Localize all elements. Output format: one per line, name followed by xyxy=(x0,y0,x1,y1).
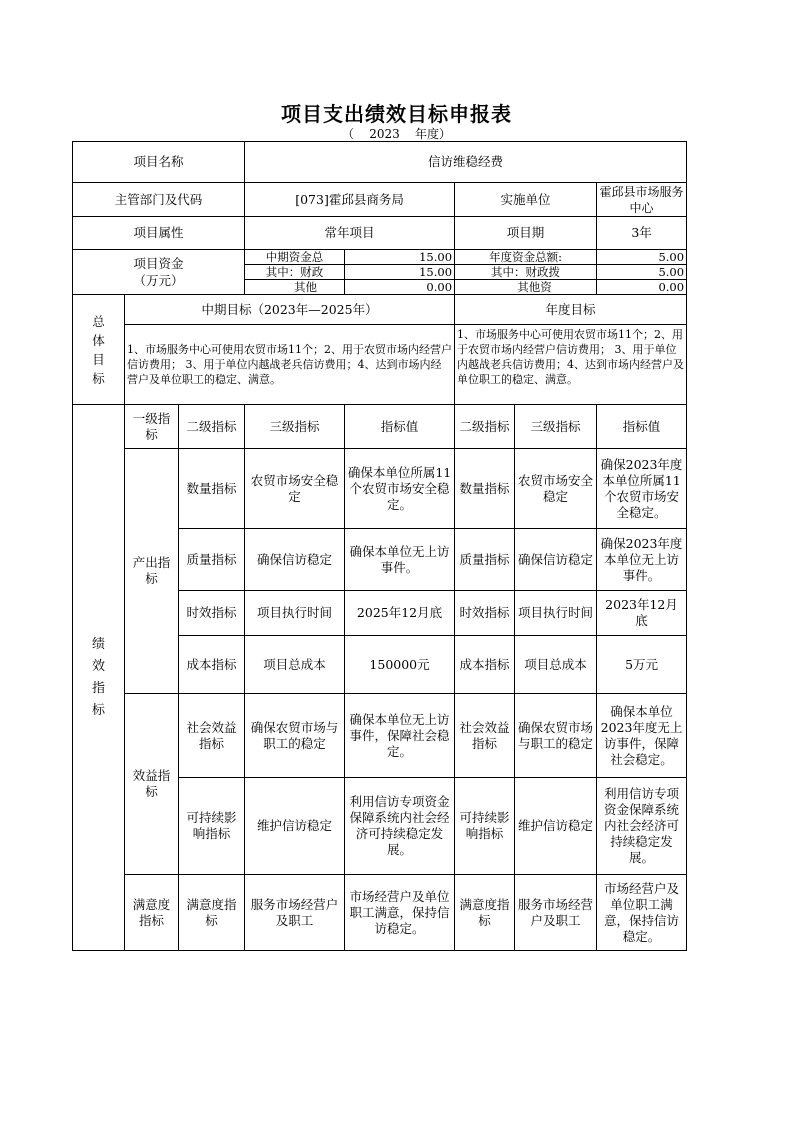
label-perf-indicators: 绩 效 指 标 xyxy=(73,405,125,951)
indicator-l3: 服务市场经营户及职工 xyxy=(245,875,345,951)
table-row xyxy=(73,694,687,778)
indicator-l3: 农贸市场安全稳定 xyxy=(245,449,345,529)
benefit-category: 效益指 标 xyxy=(125,694,179,875)
label-project-name: 项目名称 xyxy=(73,142,245,183)
mid-total-value: 15.00 xyxy=(345,250,455,265)
annual-other-label: 其他资 xyxy=(455,280,597,295)
annual-indicator-value: 5万元 xyxy=(597,636,687,694)
header-annual-value: 指标值 xyxy=(597,405,687,449)
label-funds: 项目资金 （万元） xyxy=(73,250,245,295)
indicator-l2: 时效指标 xyxy=(179,591,245,636)
period-value: 3年 xyxy=(597,217,687,250)
annual-indicator-value: 市场经营户及单位职工满意，保持信访稳定。 xyxy=(597,875,687,951)
label-attr: 项目属性 xyxy=(73,217,245,250)
year-value: 2023 xyxy=(369,127,400,141)
annual-indicator-l3: 服务市场经营户及职工 xyxy=(515,875,597,951)
annual-total-label: 年度资金总额: xyxy=(455,250,597,265)
page-title: 项目支出绩效目标申报表 xyxy=(281,102,512,126)
annual-indicator-value: 利用信访专项资金保障系统内社会经济可持续稳定发展。 xyxy=(597,778,687,875)
table-row xyxy=(73,875,687,951)
annual-indicator-l3: 农贸市场安全稳定 xyxy=(515,449,597,529)
mid-total-label: 中期资金总 xyxy=(245,250,345,265)
mid-fiscal-value: 15.00 xyxy=(345,265,455,280)
annual-indicator-l2: 数量指标 xyxy=(455,449,515,529)
annual-indicator-l2: 时效指标 xyxy=(455,591,515,636)
annual-fiscal-value: 5.00 xyxy=(597,265,687,280)
mid-fiscal-label: 其中：财政 xyxy=(245,265,345,280)
annual-total-value: 5.00 xyxy=(597,250,687,265)
annual-other-value: 0.00 xyxy=(597,280,687,295)
annual-indicator-l2: 质量指标 xyxy=(455,529,515,591)
header-annual-level3: 三级指标 xyxy=(515,405,597,449)
annual-indicator-value: 确保2023年度本单位无上访事件。 xyxy=(597,529,687,591)
attr-value: 常年项目 xyxy=(245,217,455,250)
annual-indicator-value: 2023年12月底 xyxy=(597,591,687,636)
dept-value: [073]霍邱县商务局 xyxy=(245,183,455,217)
satisfaction-category: 满意度 指标 xyxy=(125,875,179,951)
label-impl-unit: 实施单位 xyxy=(455,183,597,217)
indicator-value: 市场经营户及单位职工满意，保持信访稳定。 xyxy=(345,875,455,951)
indicator-l3: 维护信访稳定 xyxy=(245,778,345,875)
annual-fiscal-label: 其中：财政拨 xyxy=(455,265,597,280)
indicator-l2: 可持续影响指标 xyxy=(179,778,245,875)
label-dept: 主管部门及代码 xyxy=(73,183,245,217)
annual-indicator-l2: 成本指标 xyxy=(455,636,515,694)
annual-indicator-l2: 满意度指标 xyxy=(455,875,515,951)
annual-indicator-l3: 项目执行时间 xyxy=(515,591,597,636)
year-close: 年度） xyxy=(415,127,452,141)
mid-other-value: 0.00 xyxy=(345,280,455,295)
project-name: 信访维稳经费 xyxy=(245,142,687,183)
annual-indicator-value: 确保本单位2023年度无上访事件，保障社会稳定。 xyxy=(597,694,687,778)
output-category: 产出指 标 xyxy=(125,449,179,694)
label-mid-goal: 中期目标（2023年—2025年） xyxy=(125,295,455,325)
annual-indicator-l3: 确保信访稳定 xyxy=(515,529,597,591)
year-line xyxy=(0,125,793,142)
label-annual-goal: 年度目标 xyxy=(455,295,687,325)
mid-goal-text: 1、市场服务中心可使用农贸市场11个；2、用于农贸市场内经营户信访费用； 3、用于单位内越战老兵信访费用；4、达到市场内经营户及单位职工的稳定、满意。 xyxy=(125,325,455,405)
indicator-value: 利用信访专项资金保障系统内社会经济可持续稳定发展。 xyxy=(345,778,455,875)
indicator-l2: 质量指标 xyxy=(179,529,245,591)
performance-form xyxy=(72,141,687,951)
label-overall-goal: 总 体 目 标 xyxy=(73,295,125,405)
annual-indicator-l3: 确保农贸市场与职工的稳定 xyxy=(515,694,597,778)
indicator-l2: 满意度指标 xyxy=(179,875,245,951)
annual-goal-text: 1、市场服务中心可使用农贸市场11个；2、用于农贸市场内经营户信访费用； 3、用于单位内越战老兵信访费用；4、达到市场内经营户及单位职工的稳定、满意。 xyxy=(455,325,687,405)
header-level2: 二级指标 xyxy=(179,405,245,449)
annual-indicator-l2: 社会效益指标 xyxy=(455,694,515,778)
indicator-l3: 确保信访稳定 xyxy=(245,529,345,591)
indicator-l2: 社会效益指标 xyxy=(179,694,245,778)
indicator-l3: 项目总成本 xyxy=(245,636,345,694)
header-level3: 三级指标 xyxy=(245,405,345,449)
indicator-value: 确保本单位所属11个农贸市场安全稳定。 xyxy=(345,449,455,529)
annual-indicator-l3: 项目总成本 xyxy=(515,636,597,694)
indicator-l3: 确保农贸市场与职工的稳定 xyxy=(245,694,345,778)
mid-other-label: 其他 xyxy=(245,280,345,295)
table-row xyxy=(73,449,687,529)
annual-indicator-l2: 可持续影响指标 xyxy=(455,778,515,875)
indicator-value: 150000元 xyxy=(345,636,455,694)
indicator-value: 确保本单位无上访事件，保障社会稳定。 xyxy=(345,694,455,778)
indicator-l3: 项目执行时间 xyxy=(245,591,345,636)
indicator-value: 确保本单位无上访事件。 xyxy=(345,529,455,591)
indicator-l2: 数量指标 xyxy=(179,449,245,529)
label-period: 项目期 xyxy=(455,217,597,250)
header-level1: 一级指 标 xyxy=(125,405,179,449)
indicator-value: 2025年12月底 xyxy=(345,591,455,636)
indicator-l2: 成本指标 xyxy=(179,636,245,694)
impl-unit-value: 霍邱县市场服务中心 xyxy=(597,183,687,217)
header-annual-level2: 二级指标 xyxy=(455,405,515,449)
header-value: 指标值 xyxy=(345,405,455,449)
annual-indicator-value: 确保2023年度本单位所属11个农贸市场安全稳定。 xyxy=(597,449,687,529)
annual-indicator-l3: 维护信访稳定 xyxy=(515,778,597,875)
year-open: （ xyxy=(341,127,354,141)
